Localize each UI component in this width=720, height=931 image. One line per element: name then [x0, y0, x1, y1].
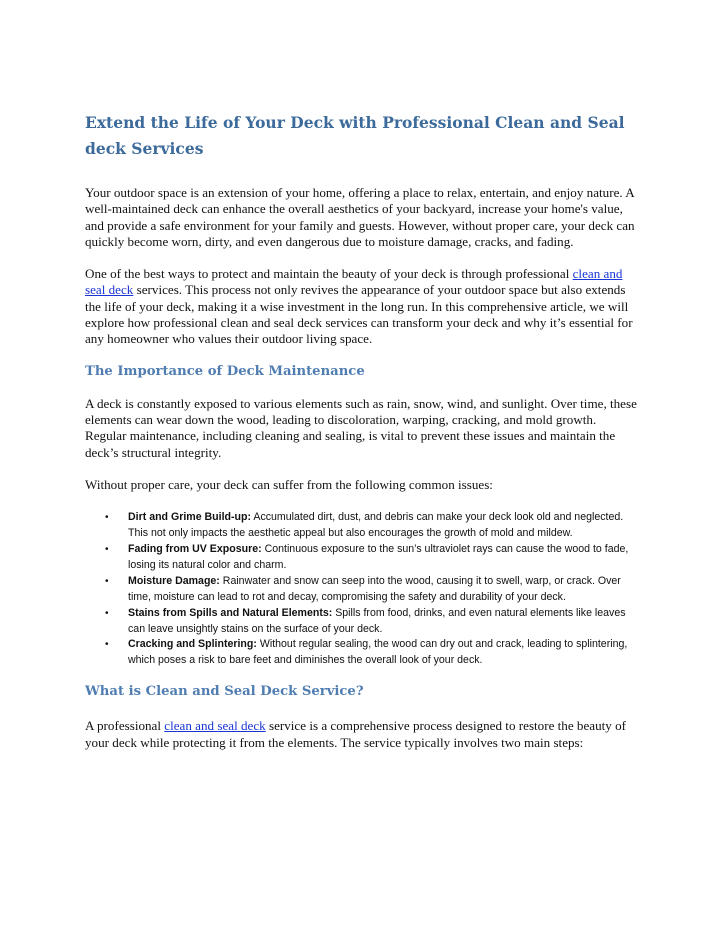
issue-list-item: [85, 606, 640, 638]
clean-and-seal-deck-link[interactable]: clean and seal deck: [164, 718, 266, 734]
paragraph-text: service is a comprehensive process designed to restore the beauty of your deck while protecting it from the elements. The service typically involves two main steps:: [85, 718, 627, 750]
issue-description: Accumulated dirt, dust, and debris can make your deck look old and neglected. This not only impacts the aesthetic appeal but also encourages the growth of mold and mildew.: [128, 511, 624, 540]
common-issues-intro: Without proper care, your deck can suffer from the following common issues:: [85, 476, 493, 492]
section-heading-service: What is Clean and Seal Deck Service?: [85, 684, 364, 700]
exposure-paragraph: A deck is constantly exposed to various elements such as rain, snow, wind, and sunlight. Over time, these elements can wear down the wood, leading to discoloration, warping, cracking, and mold growth. Regular maintenance, including cleaning and sealing, is vital to prevent these issues and maintain the deck’s structural integrity.: [85, 395, 637, 460]
paragraph-text: One of the best ways to protect and maintain the beauty of your deck is through professional: [85, 266, 573, 282]
issue-list-item: [85, 542, 640, 574]
bullet-icon: •: [105, 639, 109, 651]
paragraph-text: A professional: [85, 718, 165, 734]
issue-title: Cracking and Splintering:: [128, 638, 257, 651]
issue-description: Spills from food, drinks, and even natural elements like leaves can leave unsightly stains on the surface of your deck.: [128, 606, 626, 635]
article-body: [85, 110, 640, 751]
professional-services-paragraph: [85, 266, 640, 347]
issue-title: Moisture Damage:: [128, 574, 220, 587]
intro-paragraph: Your outdoor space is an extension of your home, offering a place to relax, entertain, and enjoy nature. A well-maintained deck can enhance the overall aesthetics of your backyard, increase your home's value, and provide a safe environment for your family and guests. However, without proper care, your deck can quickly become worn, dirty, and even dangerous due to moisture damage, cracks, and fading.: [85, 185, 635, 249]
issue-title: Dirt and Grime Build-up:: [128, 511, 252, 524]
common-issues-list: [85, 510, 640, 669]
bullet-icon: •: [105, 575, 109, 587]
service-description-paragraph: [85, 718, 640, 751]
paragraph-text: services. This process not only revives the appearance of your outdoor space but also extends the life of your deck, making it a wise investment in the long run. In this comprehensive article, we will explore how professional clean and seal deck services can transform your deck and why it’s essential for any homeowner who values their outdoor living space.: [85, 282, 633, 347]
clean-and-seal-deck-link[interactable]: clean and seal deck: [85, 266, 623, 298]
bullet-icon: •: [105, 607, 109, 619]
issue-description: Rainwater and snow can seep into the wood, causing it to swell, warp, or crack. Over time, moisture can lead to rot and decay, compromising the safety and durability of your deck.: [128, 574, 621, 603]
issue-list-item: [85, 510, 640, 542]
issue-list-item: [85, 574, 640, 606]
section-heading-importance: The Importance of Deck Maintenance: [85, 363, 365, 379]
issue-description: Continuous exposure to the sun’s ultraviolet rays can cause the wood to fade, losing its natural color and charm.: [128, 542, 629, 571]
issue-title: Fading from UV Exposure:: [128, 542, 262, 555]
issue-title: Stains from Spills and Natural Elements:: [128, 606, 333, 619]
bullet-icon: •: [105, 543, 109, 555]
article-title: Extend the Life of Your Deck with Professional Clean and Seal deck Services: [85, 113, 625, 158]
issue-list-item: [85, 637, 640, 669]
issue-description: Without regular sealing, the wood can dry out and crack, leading to splintering, which poses a risk to bare feet and diminishes the overall look of your deck.: [128, 638, 628, 667]
bullet-icon: •: [105, 512, 109, 524]
